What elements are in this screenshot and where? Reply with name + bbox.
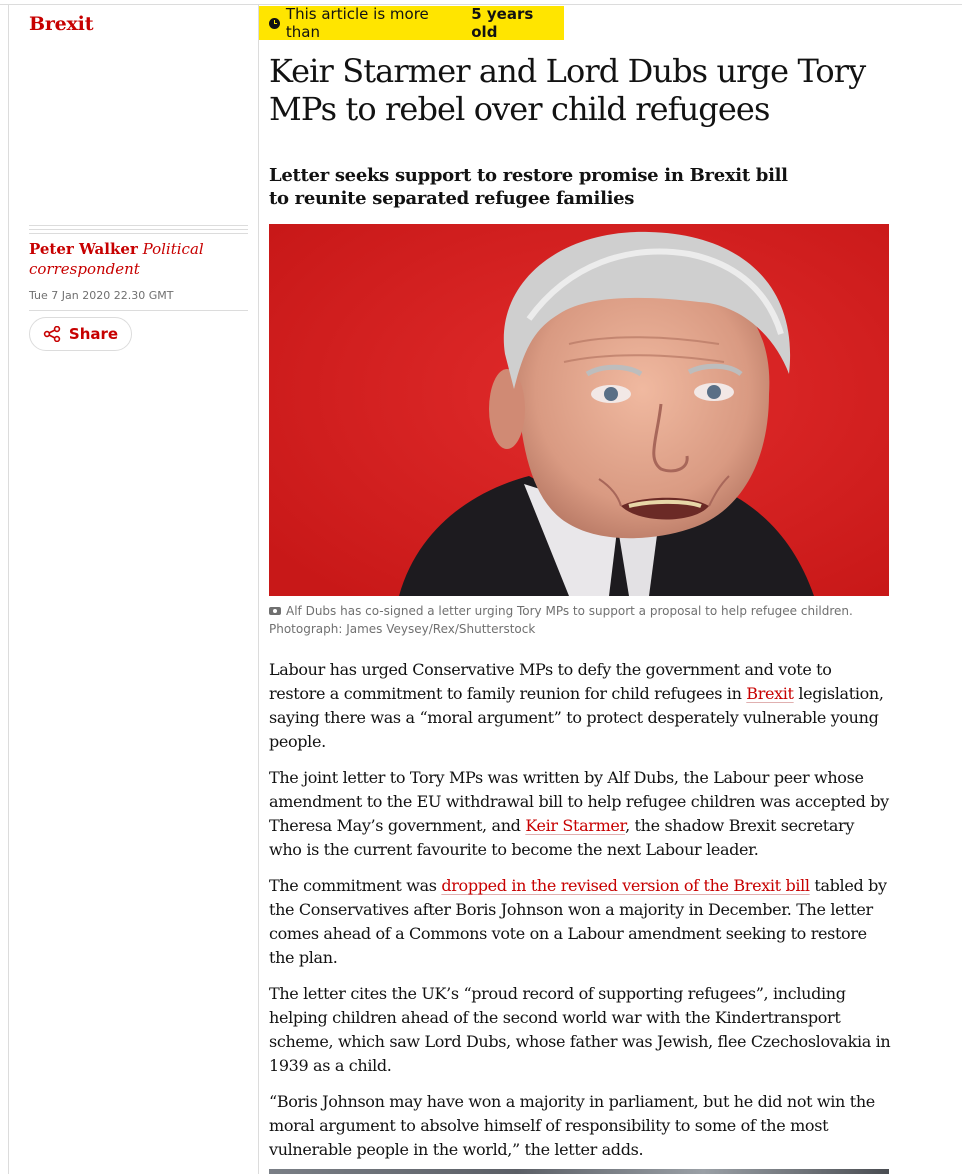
paragraph-text: Labour has urged Conservative MPs to defy the government and vote to restore a commitment to family reunion for child refugees in — [269, 660, 832, 703]
body-paragraph — [269, 766, 891, 862]
paragraph-text: The joint letter to Tory MPs was written by Alf Dubs, the Labour peer whose amendment to the EU withdrawal bill to help refugee children was accepted by Theresa May’s government, and — [269, 768, 889, 835]
photo-caption — [269, 602, 889, 638]
age-warning-prefix: This article is more than — [285, 5, 429, 41]
author-link[interactable]: Peter Walker — [29, 240, 138, 258]
portrait-illustration — [269, 224, 889, 596]
byline — [29, 239, 244, 279]
body-paragraph: “Boris Johnson may have won a majority in parliament, but he did not win the moral argument to absolve himself of responsibility to some of the most vulnerable people in the world,” the letter adds. — [269, 1092, 875, 1159]
meta-rules — [29, 225, 248, 237]
paragraph-text: , the shadow Brexit secretary who is the current favourite to become the next Labour leader. — [269, 816, 855, 859]
body-paragraph: The letter cites the UK’s “proud record of supporting refugees”, including helping children ahead of the second world war with the Kindertransport scheme, which saw Lord Dubs, whose father was Jewish, flee Czechoslovakia in 1939 as a child. — [269, 984, 891, 1075]
author-role: Political correspondent — [29, 240, 204, 278]
age-warning-age: 5 years old — [471, 5, 534, 41]
share-button[interactable] — [29, 317, 132, 351]
meta-divider — [29, 310, 248, 311]
left-border — [8, 5, 9, 1174]
next-image-edge — [269, 1169, 889, 1174]
article-body — [269, 658, 891, 1174]
paragraph-text: The commitment was — [269, 876, 442, 895]
paragraph-text: legislation, saying there was a “moral argument” to protect desperately vulnerable young people. — [269, 684, 884, 751]
main-photo[interactable] — [269, 224, 889, 596]
link-keir-starmer[interactable]: Keir Starmer — [525, 816, 626, 835]
clock-icon — [269, 18, 280, 29]
section-link-brexit[interactable]: Brexit — [29, 13, 94, 35]
body-paragraph — [269, 658, 891, 754]
paragraph-text: tabled by the Conservatives after Boris Johnson won a majority in December. The letter comes ahead of a Commons vote on a Labour amendment seeking to restore the plan. — [269, 876, 887, 967]
column-divider — [258, 5, 259, 1174]
standfirst: Letter seeks support to restore promise in Brexit bill to reunite separated refugee families — [269, 165, 788, 209]
share-label: Share — [68, 325, 119, 343]
article-age-warning — [259, 6, 564, 40]
headline: Keir Starmer and Lord Dubs urge Tory MPs to rebel over child refugees — [269, 52, 866, 128]
photo-credit: Photograph: James Veysey/Rex/Shutterstock — [269, 622, 536, 636]
caption-text: Alf Dubs has co-signed a letter urging Tory MPs to support a proposal to help refugee children. — [286, 604, 853, 618]
link-brexit[interactable]: Brexit — [746, 684, 794, 703]
body-paragraph — [269, 874, 891, 970]
camera-icon — [269, 607, 281, 615]
link-revised-brexit-bill[interactable]: dropped in the revised version of the Brexit bill — [441, 876, 810, 895]
share-icon — [43, 326, 61, 342]
publish-date: Tue 7 Jan 2020 22.30 GMT — [29, 289, 174, 302]
